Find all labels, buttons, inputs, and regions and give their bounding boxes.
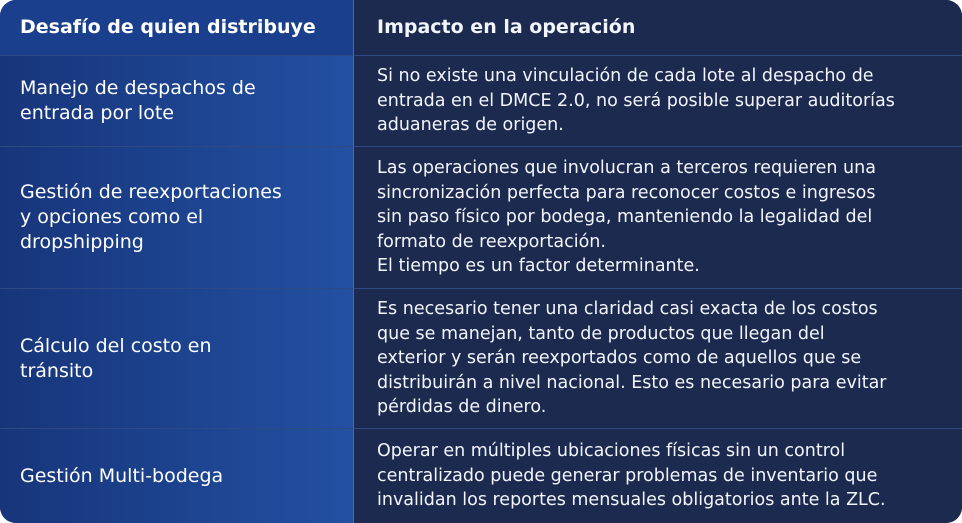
impact-cell — [354, 289, 962, 429]
challenge-text: Cálculo del costo en tránsito — [20, 334, 212, 382]
impact-text: Si no existe una vinculación de cada lote al despacho de entrada en el DMCE 2.0, no será posible superar auditorías aduaneras de origen. — [377, 66, 895, 136]
challenge-text: Gestión Multi-bodega — [20, 464, 224, 487]
impact-text: Operar en múltiples ubicaciones físicas sin un control centralizado puede generar problemas de inventario que invalidan los reportes mensuales obligatorios ante la ZLC. — [377, 441, 886, 511]
header-challenge-label: Desafío de quien distribuye — [20, 16, 316, 38]
challenge-cell — [0, 429, 354, 523]
impact-cell — [354, 56, 962, 147]
header-challenge — [0, 0, 354, 56]
challenge-cell — [0, 147, 354, 289]
impact-text: Es necesario tener una claridad casi exacta de los costos que se manejan, tanto de productos que llegan del exterior y serán reexportados como de aquellos que se distribuirán a nivel nacional. Esto es necesario para evitar pérdidas de dinero. — [377, 299, 887, 418]
impact-cell — [354, 429, 962, 523]
challenge-text: Gestión de reexportaciones y opciones como el dropshipping — [20, 181, 282, 253]
impact-text: Las operaciones que involucran a terceros requieren una sincronización perfecta para reconocer costos e ingresos sin paso físico por bodega, manteniendo la legalidad del formato de reexportación. El tiempo es un factor determinante. — [377, 158, 876, 277]
impact-cell — [354, 147, 962, 289]
header-impact — [354, 0, 962, 56]
challenge-cell — [0, 289, 354, 429]
challenge-text: Manejo de despachos de entrada por lote — [20, 77, 256, 124]
challenge-cell — [0, 56, 354, 147]
header-impact-label: Impacto en la operación — [377, 16, 636, 39]
